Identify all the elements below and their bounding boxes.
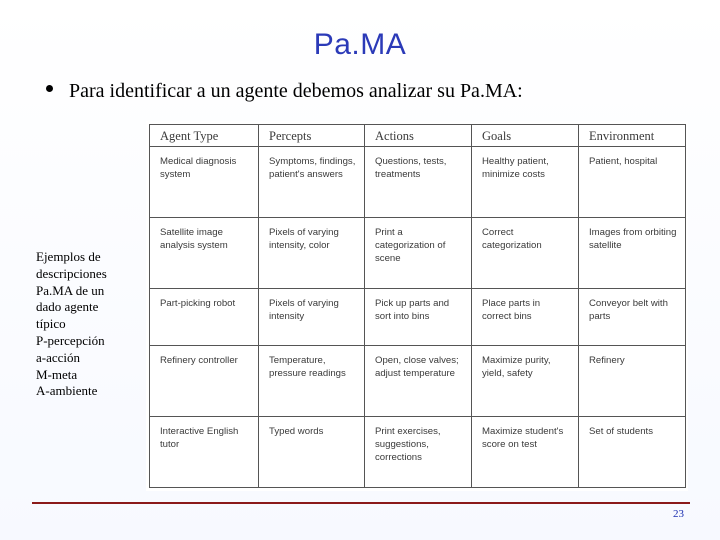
header-goals: Goals [472,125,579,147]
table-row [150,218,686,289]
table-cell: Print a categorization of scene [365,218,472,289]
table-cell: Part-picking robot [150,289,259,346]
table-cell: Correct categorization [472,218,579,289]
table-cell: Symptoms, findings, patient's answers [259,147,365,218]
table-cell: Temperature, pressure readings [259,346,365,417]
table-cell: Images from orbiting satellite [579,218,686,289]
side-note-line: P-percepción [36,332,105,348]
table-cell: Healthy patient, minimize costs [472,147,579,218]
table-row [150,346,686,417]
side-note-line: M-meta [36,366,78,382]
header-percepts: Percepts [259,125,365,147]
table-cell: Maximize purity, yield, safety [472,346,579,417]
header-actions: Actions [365,125,472,147]
table-row [150,417,686,488]
table-cell: Questions, tests, treatments [365,147,472,218]
table-header-row [150,125,686,147]
side-note-line: Ejemplos de [36,249,101,264]
table-cell: Maximize student's score on test [472,417,579,488]
header-environment: Environment [579,125,686,147]
table-cell: Place parts in correct bins [472,289,579,346]
table-cell: Conveyor belt with parts [579,289,686,346]
table-cell: Patient, hospital [579,147,686,218]
table-cell: Pick up parts and sort into bins [365,289,472,346]
side-note-line: Pa.MA de un [36,282,105,298]
table-row [150,289,686,346]
table-cell: Interactive English tutor [150,417,259,488]
side-note-line: descripciones [36,265,107,281]
side-note-line: dado agente [36,299,99,315]
table-cell: Pixels of varying intensity [259,289,365,346]
side-note-line: típico [36,316,66,332]
table-cell: Pixels of varying intensity, color [259,218,365,289]
table-cell: Set of students [579,417,686,488]
table-cell: Satellite image analysis system [150,218,259,289]
side-note-line: A-ambiente [36,383,98,399]
header-agent-type: Agent Type [150,125,259,147]
side-notes [36,249,146,400]
peas-table [149,124,686,488]
peas-table-image [146,121,688,491]
table-cell: Refinery [579,346,686,417]
bullet-point [46,80,523,103]
page-number: 23 [673,508,684,520]
footer-divider [32,502,690,504]
side-note-line: a-acción [36,349,81,365]
table-cell: Refinery controller [150,346,259,417]
table-cell: Open, close valves; adjust temperature [365,346,472,417]
table-cell: Medical diagnosis system [150,147,259,218]
slide-title: Pa.MA [313,28,407,61]
table-row [150,147,686,218]
bullet-text: Para identificar a un agente debemos analizar su Pa.MA: [69,80,523,102]
table-cell: Typed words [259,417,365,488]
table-cell: Print exercises, suggestions, corrections [365,417,472,488]
bullet-dot-icon [46,85,53,92]
